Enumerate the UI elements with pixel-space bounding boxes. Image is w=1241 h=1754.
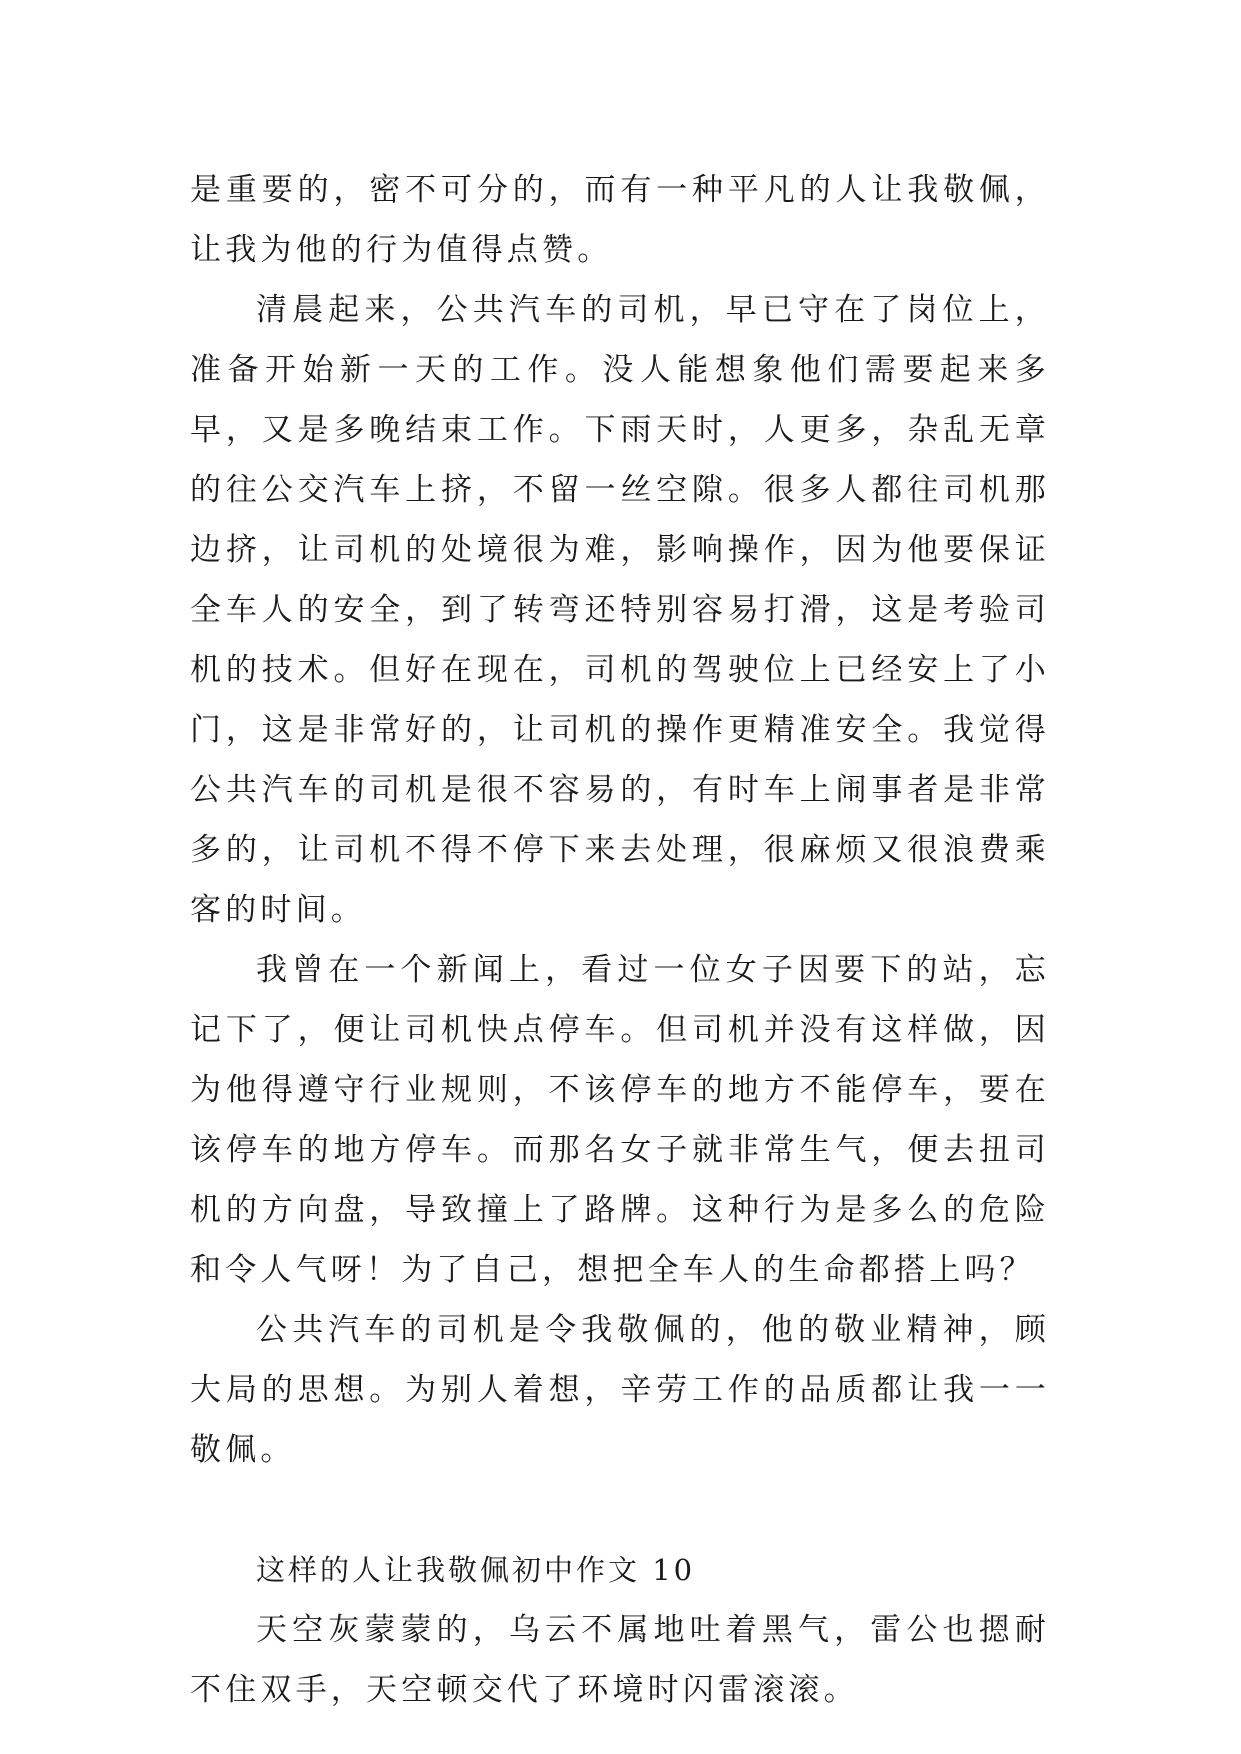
section-title: 这样的人让我敬佩初中作文 10 — [256, 1553, 696, 1587]
section-gap — [190, 1480, 1050, 1540]
paragraph-bus-driver-morning: 清晨起来，公共汽车的司机，早已守在了岗位上，准备开始新一天的工作。没人能想象他们需要起来多早，又是多晚结束工作。下雨天时，人更多，杂乱无章的往公交汽车上挤，不留一丝空隙。很多人都往司机那边挤，让司机的处境很为难，影响操作，因为他要保证全车人的安全，到了转弯还特别容易打滑，这是考验司机的技术。但好在现在，司机的驾驶位上已经安上了小门，这是非常好的，让司机的操作更精准安全。我觉得公共汽车的司机是很不容易的，有时车上闹事者是非常多的，让司机不得不停下来去处理，很麻烦又很浪费乘客的时间。 — [190, 292, 1050, 928]
paragraph-section-opening: 天空灰蒙蒙的，乌云不属地吐着黑气，雷公也摁耐不住双手，天空顿交代了环境时闪雷滚滚。 — [190, 1612, 1050, 1708]
paragraph-conclusion: 公共汽车的司机是令我敬佩的，他的敬业精神，顾大局的思想。为别人着想，辛劳工作的品质都让我一一敬佩。 — [190, 1312, 1050, 1468]
paragraph-continuation: 是重要的，密不可分的，而有一种平凡的人让我敬佩，让我为他的行为值得点赞。 — [190, 172, 1050, 268]
paragraph-news-story: 我曾在一个新闻上，看过一位女子因要下的站，忘记下了，便让司机快点停车。但司机并没有这样做，因为他得遵守行业规则，不该停车的地方不能停车，要在该停车的地方停车。而那名女子就非常生气，便去扭司机的方向盘，导致撞上了路牌。这种行为是多么的危险和令人气呀！为了自己，想把全车人的生命都搭上吗？ — [190, 952, 1050, 1288]
document-body — [190, 160, 1050, 1720]
